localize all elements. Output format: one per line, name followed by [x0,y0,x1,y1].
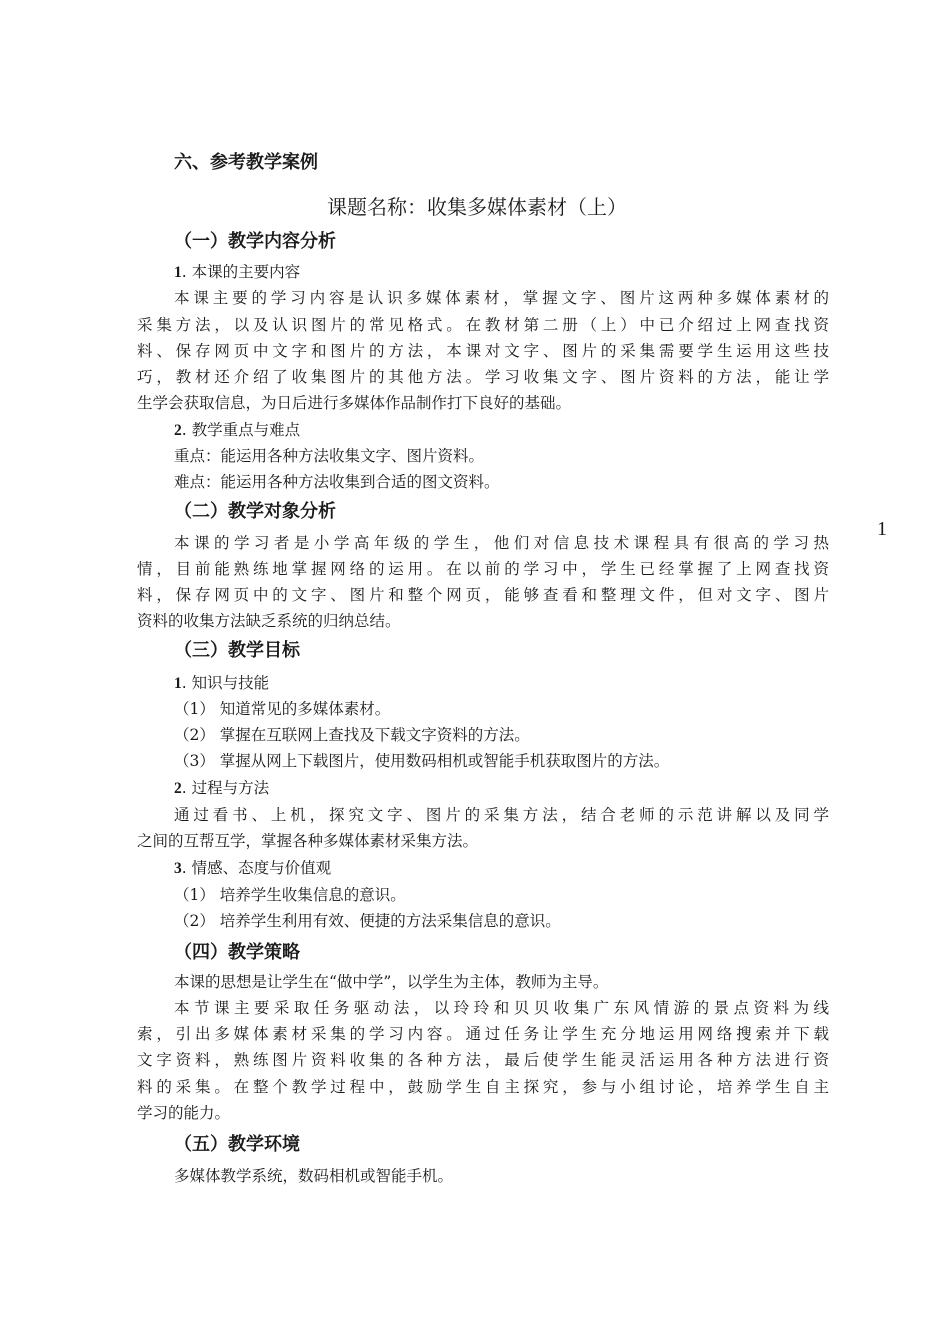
part1-para-line: 生学会获取信息，为日后进行多媒体作品制作打下良好的基础。 [137,394,572,412]
part1-para-line: 巧，教材还介绍了收集图片的其他方法。学习收集文字、图片资料的方法，能让学 [137,368,829,386]
objective-item: （2） 培养学生利用有效、便捷的方法采集信息的意识。 [174,912,561,930]
objective-item: （1） 培养学生收集信息的意识。 [174,886,406,904]
part4-para-line: 索，引出多媒体素材采集的学习内容。通过任务让学生充分地运用网络搜索并下载 [137,1025,829,1043]
part2-para-line: 本课的学习者是小学高年级的学生，他们对信息技术课程具有很高的学习热 [174,534,829,552]
part3-sub3 [174,858,331,879]
part3-sub2-number: 2 [174,780,182,797]
objective-item: （3） 掌握从网上下载图片，使用数码相机或智能手机获取图片的方法。 [174,752,670,770]
part4-para-line: 文字资料，熟练图片资料收集的各种方法，最后使学生能灵活运用各种方法进行资 [137,1051,829,1069]
part4-para-line: 学习的能力。 [137,1104,231,1122]
part3-sub2 [174,778,269,799]
part1-sub2-label: . 教学重点与难点 [181,421,301,439]
part1-sub2-number: 2 [174,422,182,439]
part1-sub1-number: 1 [174,264,182,281]
lesson-title: 课题名称：收集多媒体素材（上） [327,195,627,219]
part2-heading: （二）教学对象分析 [174,501,336,522]
part4-para-line: 本节课主要采取任务驱动法，以玲玲和贝贝收集广东风情游的景点资料为线 [174,999,829,1017]
part2-para-line: 情，目前能熟练地掌握网络的运用。在以前的学习中，学生已经掌握了上网查找资 [137,560,829,578]
part3-sub1 [174,673,269,694]
difficulty-point: 难点：能运用各种方法收集到合适的图文资料。 [174,473,500,491]
part1-heading: （一）教学内容分析 [174,231,336,252]
part4-line1: 本课的思想是让学生在“做中学”，以学生为主体，教师为主导。 [174,973,609,991]
part3-heading: （三）教学目标 [174,640,300,661]
part2-para-line: 料，保存网页中的文字、图片和整个网页，能够查看和整理文件，但对文字、图片 [137,586,829,604]
part3-sub1-number: 1 [174,675,182,692]
part3-sub2-label: . 过程与方法 [181,779,270,797]
part3-para-line: 之间的互帮互学，掌握各种多媒体素材采集方法。 [137,832,479,850]
section-title: 六、参考教学案例 [174,152,318,173]
part5-line1: 多媒体教学系统，数码相机或智能手机。 [174,1167,454,1185]
key-point: 重点：能运用各种方法收集文字、图片资料。 [174,447,485,465]
part1-sub1-label: . 本课的主要内容 [181,263,301,281]
part1-para-line: 料、保存网页中文字和图片的方法，本课对文字、图片的采集需要学生运用这些技 [137,342,829,360]
objective-item: （2） 掌握在互联网上查找及下载文字资料的方法。 [174,726,530,744]
part1-para-line: 采集方法，以及认识图片的常见格式。在教材第二册（上）中已介绍过上网查找资 [137,316,829,334]
part4-heading: （四）教学策略 [174,942,300,963]
page-number: 1 [877,518,887,540]
part5-heading: （五）教学环境 [174,1134,300,1155]
part4-para-line: 料的采集。在整个教学过程中，鼓励学生自主探究，参与小组讨论，培养学生自主 [137,1078,829,1096]
part3-sub3-number: 3 [174,860,182,877]
part1-para-line: 本课主要的学习内容是认识多媒体素材，掌握文字、图片这两种多媒体素材的 [174,289,829,307]
part3-para-line: 通过看书、上机，探究文字、图片的采集方法，结合老师的示范讲解以及同学 [174,806,829,824]
part2-para-line: 资料的收集方法缺乏系统的归纳总结。 [137,612,401,630]
objective-item: （1） 知道常见的多媒体素材。 [174,700,391,718]
part1-sub1 [174,262,300,283]
part1-sub2 [174,420,300,441]
part3-sub3-label: . 情感、态度与价值观 [181,859,332,877]
part3-sub1-label: . 知识与技能 [181,674,270,692]
